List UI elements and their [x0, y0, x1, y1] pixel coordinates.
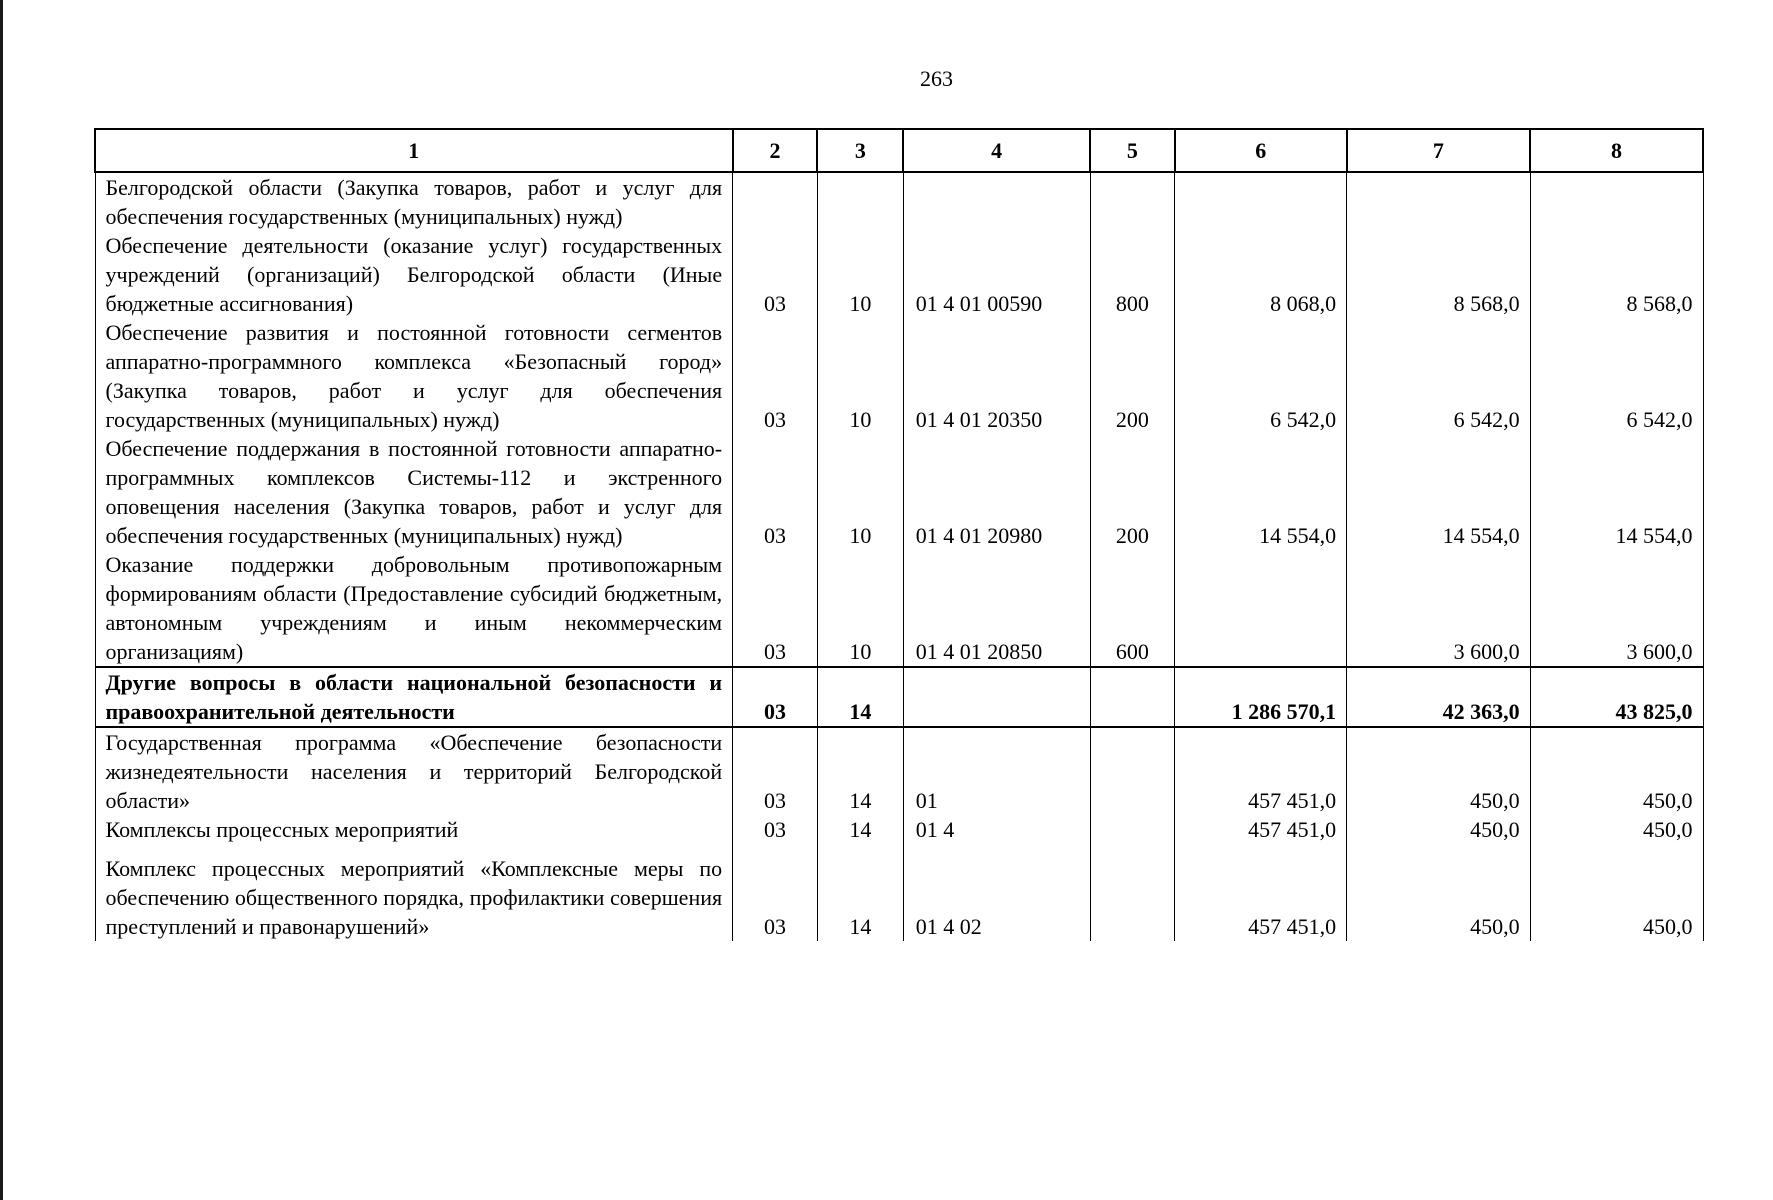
spacer-cell	[95, 844, 733, 854]
amount-col-6: 1 286 570,1	[1175, 667, 1347, 727]
amount-col-7: 450,0	[1347, 815, 1531, 844]
expense-type-code: 200	[1090, 434, 1175, 550]
amount-col-6	[1175, 550, 1347, 667]
scan-edge	[0, 0, 3, 1200]
section-code: 03	[733, 667, 818, 727]
amount-col-6	[1175, 172, 1347, 231]
amount-col-7: 42 363,0	[1347, 667, 1531, 727]
expense-type-code	[1090, 172, 1175, 231]
row-description: Белгородской области (Закупка товаров, работ и услуг для обеспечения государственных (муниципальных) нужд)	[95, 172, 733, 231]
amount-col-8: 43 825,0	[1530, 667, 1703, 727]
table-row	[95, 172, 1703, 231]
expense-type-code: 800	[1090, 231, 1175, 318]
row-description: Комплексы процессных мероприятий	[95, 815, 733, 844]
amount-col-7: 14 554,0	[1347, 434, 1531, 550]
table-row	[95, 231, 1703, 318]
column-header: 6	[1175, 129, 1347, 172]
table-row	[95, 550, 1703, 667]
amount-col-7: 3 600,0	[1347, 550, 1531, 667]
spacer-cell	[1175, 844, 1347, 854]
amount-col-6: 457 451,0	[1175, 727, 1347, 815]
column-header: 1	[95, 129, 733, 172]
amount-col-8: 450,0	[1530, 854, 1703, 941]
column-header: 5	[1090, 129, 1175, 172]
table-row	[95, 854, 1703, 941]
target-article-code	[903, 172, 1090, 231]
amount-col-8	[1530, 172, 1703, 231]
amount-col-8: 450,0	[1530, 815, 1703, 844]
target-article-code: 01 4	[903, 815, 1090, 844]
amount-col-6: 8 068,0	[1175, 231, 1347, 318]
subsection-code: 14	[817, 815, 903, 844]
table-row	[95, 727, 1703, 815]
spacer-row	[95, 844, 1703, 854]
section-code	[733, 172, 818, 231]
amount-col-7: 450,0	[1347, 727, 1531, 815]
expense-type-code	[1090, 727, 1175, 815]
target-article-code: 01	[903, 727, 1090, 815]
table-row	[95, 434, 1703, 550]
row-description: Другие вопросы в области национальной безопасности и правоохранительной деятельности	[95, 667, 733, 727]
row-description: Обеспечение развития и постоянной готовности сегментов аппаратно-программного комплекса «Безопасный город» (Закупка товаров, работ и услуг для обеспечения государственных (муниципальных) нужд)	[95, 318, 733, 434]
section-code: 03	[733, 815, 818, 844]
section-code: 03	[733, 854, 818, 941]
column-header: 4	[903, 129, 1090, 172]
spacer-cell	[817, 844, 903, 854]
section-code: 03	[733, 727, 818, 815]
amount-col-6: 457 451,0	[1175, 815, 1347, 844]
header-row	[95, 129, 1703, 172]
spacer-cell	[903, 844, 1090, 854]
subsection-code: 14	[817, 727, 903, 815]
amount-col-8: 8 568,0	[1530, 231, 1703, 318]
target-article-code	[903, 667, 1090, 727]
amount-col-7: 8 568,0	[1347, 231, 1531, 318]
expense-type-code: 600	[1090, 550, 1175, 667]
row-description: Обеспечение поддержания в постоянной готовности аппаратно-программных комплексов Системы-112 и экстренного оповещения населения (Закупка товаров, работ и услуг для обеспечения государственных (муниципальных) нужд)	[95, 434, 733, 550]
expense-type-code	[1090, 854, 1175, 941]
amount-col-8: 3 600,0	[1530, 550, 1703, 667]
subsection-code: 10	[817, 231, 903, 318]
expense-type-code	[1090, 815, 1175, 844]
section-code: 03	[733, 231, 818, 318]
spacer-cell	[1347, 844, 1531, 854]
amount-col-7: 6 542,0	[1347, 318, 1531, 434]
row-description: Государственная программа «Обеспечение безопасности жизнедеятельности населения и территорий Белгородской области»	[95, 727, 733, 815]
subsection-code: 10	[817, 318, 903, 434]
target-article-code: 01 4 01 20350	[903, 318, 1090, 434]
column-header: 3	[817, 129, 903, 172]
column-header: 7	[1347, 129, 1531, 172]
row-description: Оказание поддержки добровольным противопожарным формированиям области (Предоставление субсидий бюджетным, автономным учреждениям и иным некоммерческим организациям)	[95, 550, 733, 667]
amount-col-7: 450,0	[1347, 854, 1531, 941]
subsection-code: 14	[817, 667, 903, 727]
amount-col-6: 457 451,0	[1175, 854, 1347, 941]
amount-col-8: 14 554,0	[1530, 434, 1703, 550]
spacer-cell	[733, 844, 818, 854]
target-article-code: 01 4 01 20980	[903, 434, 1090, 550]
subsection-code: 14	[817, 854, 903, 941]
subsection-code: 10	[817, 550, 903, 667]
budget-table	[94, 128, 1704, 941]
table-row	[95, 815, 1703, 844]
column-header: 2	[733, 129, 818, 172]
target-article-code: 01 4 02	[903, 854, 1090, 941]
target-article-code: 01 4 01 00590	[903, 231, 1090, 318]
spacer-cell	[1090, 844, 1175, 854]
subsection-code	[817, 172, 903, 231]
amount-col-8: 450,0	[1530, 727, 1703, 815]
spacer-cell	[1530, 844, 1703, 854]
page-number: 263	[920, 66, 953, 91]
subsection-code: 10	[817, 434, 903, 550]
table-row	[95, 318, 1703, 434]
budget-table-container	[94, 128, 1704, 941]
expense-type-code: 200	[1090, 318, 1175, 434]
amount-col-8: 6 542,0	[1530, 318, 1703, 434]
row-description: Комплекс процессных мероприятий «Комплексные меры по обеспечению общественного порядка, профилактики совершения преступлений и правонарушений»	[95, 854, 733, 941]
section-code: 03	[733, 318, 818, 434]
expense-type-code	[1090, 667, 1175, 727]
amount-col-6: 6 542,0	[1175, 318, 1347, 434]
target-article-code: 01 4 01 20850	[903, 550, 1090, 667]
amount-col-7	[1347, 172, 1531, 231]
row-description: Обеспечение деятельности (оказание услуг) государственных учреждений (организаций) Белгородской области (Иные бюджетные ассигнования)	[95, 231, 733, 318]
amount-col-6: 14 554,0	[1175, 434, 1347, 550]
section-code: 03	[733, 434, 818, 550]
table-row-subtotal	[95, 667, 1703, 727]
section-code: 03	[733, 550, 818, 667]
column-header: 8	[1530, 129, 1703, 172]
